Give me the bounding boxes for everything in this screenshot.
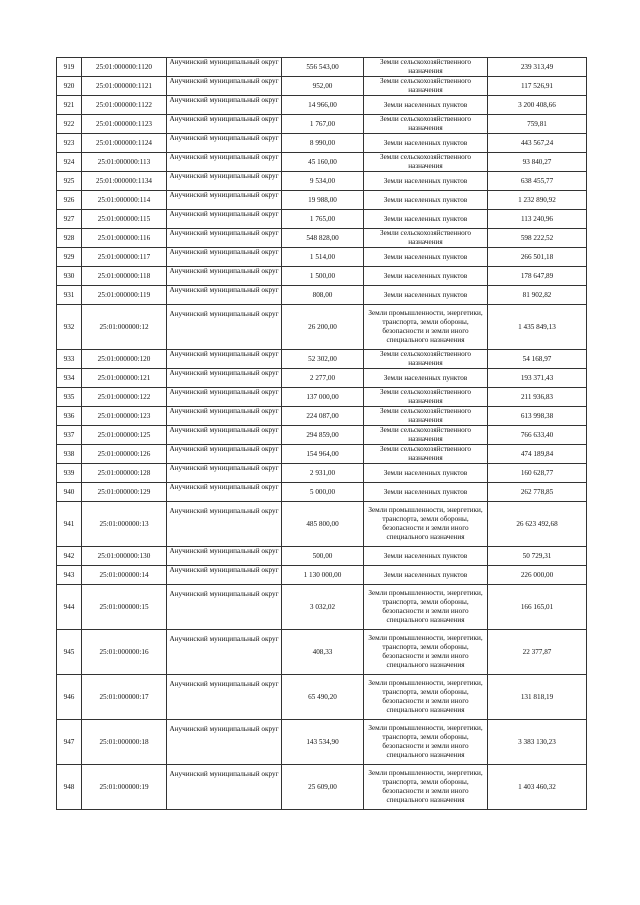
table-row bbox=[57, 630, 587, 675]
land-category-cell: Земли промышленности, энергетики, транспорта, земли обороны, безопасности и земли иного специального назначения bbox=[364, 765, 488, 810]
area-cell: 26 200,00 bbox=[282, 305, 364, 350]
table-row bbox=[57, 134, 587, 153]
land-category-cell: Земли сельскохозяйственного назначения bbox=[364, 153, 488, 172]
area-cell: 25 609,00 bbox=[282, 765, 364, 810]
row-number-cell: 924 bbox=[57, 153, 82, 172]
municipality-cell: Анучинский муниципальный округ bbox=[167, 153, 282, 172]
cadastral-value-cell: 443 567,24 bbox=[488, 134, 587, 153]
cadastral-number-cell: 25:01:000000:1120 bbox=[82, 58, 167, 77]
cadastral-value-cell: 613 998,38 bbox=[488, 407, 587, 426]
cadastral-value-cell: 1 435 849,13 bbox=[488, 305, 587, 350]
cadastral-number-cell: 25:01:000000:1122 bbox=[82, 96, 167, 115]
cadastral-number-cell: 25:01:000000:1121 bbox=[82, 77, 167, 96]
area-cell: 52 302,00 bbox=[282, 350, 364, 369]
cadastral-number-cell: 25:01:000000:17 bbox=[82, 675, 167, 720]
land-category-cell: Земли промышленности, энергетики, транспорта, земли обороны, безопасности и земли иного специального назначения bbox=[364, 720, 488, 765]
row-number-cell: 937 bbox=[57, 426, 82, 445]
area-cell: 485 800,00 bbox=[282, 502, 364, 547]
table-row bbox=[57, 445, 587, 464]
table-row bbox=[57, 77, 587, 96]
row-number-cell: 932 bbox=[57, 305, 82, 350]
area-cell: 556 543,00 bbox=[282, 58, 364, 77]
cadastral-number-cell: 25:01:000000:18 bbox=[82, 720, 167, 765]
row-number-cell: 933 bbox=[57, 350, 82, 369]
cadastral-number-cell: 25:01:000000:125 bbox=[82, 426, 167, 445]
cadastral-value-cell: 193 371,43 bbox=[488, 369, 587, 388]
cadastral-number-cell: 25:01:000000:113 bbox=[82, 153, 167, 172]
cadastral-number-cell: 25:01:000000:15 bbox=[82, 585, 167, 630]
municipality-cell: Анучинский муниципальный округ bbox=[167, 134, 282, 153]
cadastral-value-cell: 117 526,91 bbox=[488, 77, 587, 96]
municipality-cell: Анучинский муниципальный округ bbox=[167, 630, 282, 675]
row-number-cell: 945 bbox=[57, 630, 82, 675]
area-cell: 2 931,00 bbox=[282, 464, 364, 483]
table-row bbox=[57, 58, 587, 77]
municipality-cell: Анучинский муниципальный округ bbox=[167, 58, 282, 77]
table-row bbox=[57, 502, 587, 547]
table-row bbox=[57, 96, 587, 115]
cadastral-value-cell: 759,81 bbox=[488, 115, 587, 134]
area-cell: 14 966,00 bbox=[282, 96, 364, 115]
municipality-cell: Анучинский муниципальный округ bbox=[167, 547, 282, 566]
row-number-cell: 935 bbox=[57, 388, 82, 407]
municipality-cell: Анучинский муниципальный округ bbox=[167, 720, 282, 765]
municipality-cell: Анучинский муниципальный округ bbox=[167, 566, 282, 585]
area-cell: 45 160,00 bbox=[282, 153, 364, 172]
area-cell: 952,00 bbox=[282, 77, 364, 96]
row-number-cell: 919 bbox=[57, 58, 82, 77]
table-row bbox=[57, 464, 587, 483]
row-number-cell: 921 bbox=[57, 96, 82, 115]
cadastral-number-cell: 25:01:000000:19 bbox=[82, 765, 167, 810]
area-cell: 137 000,00 bbox=[282, 388, 364, 407]
land-category-cell: Земли сельскохозяйственного назначения bbox=[364, 426, 488, 445]
land-category-cell: Земли населенных пунктов bbox=[364, 96, 488, 115]
area-cell: 5 000,00 bbox=[282, 483, 364, 502]
table-row bbox=[57, 350, 587, 369]
cadastral-value-cell: 211 936,83 bbox=[488, 388, 587, 407]
land-category-cell: Земли населенных пунктов bbox=[364, 210, 488, 229]
table-row bbox=[57, 566, 587, 585]
row-number-cell: 936 bbox=[57, 407, 82, 426]
cadastral-number-cell: 25:01:000000:1123 bbox=[82, 115, 167, 134]
cadastral-value-cell: 1 232 890,92 bbox=[488, 191, 587, 210]
table-row bbox=[57, 547, 587, 566]
row-number-cell: 941 bbox=[57, 502, 82, 547]
table-row bbox=[57, 369, 587, 388]
row-number-cell: 938 bbox=[57, 445, 82, 464]
land-category-cell: Земли населенных пунктов bbox=[364, 248, 488, 267]
land-category-cell: Земли сельскохозяйственного назначения bbox=[364, 445, 488, 464]
table-row bbox=[57, 267, 587, 286]
table-row bbox=[57, 407, 587, 426]
municipality-cell: Анучинский муниципальный округ bbox=[167, 172, 282, 191]
cadastral-number-cell: 25:01:000000:122 bbox=[82, 388, 167, 407]
table-row bbox=[57, 675, 587, 720]
land-category-cell: Земли населенных пунктов bbox=[364, 547, 488, 566]
cadastral-number-cell: 25:01:000000:115 bbox=[82, 210, 167, 229]
row-number-cell: 940 bbox=[57, 483, 82, 502]
municipality-cell: Анучинский муниципальный округ bbox=[167, 502, 282, 547]
area-cell: 1 767,00 bbox=[282, 115, 364, 134]
land-category-cell: Земли населенных пунктов bbox=[364, 483, 488, 502]
row-number-cell: 927 bbox=[57, 210, 82, 229]
table-row bbox=[57, 229, 587, 248]
cadastral-value-cell: 166 165,01 bbox=[488, 585, 587, 630]
area-cell: 294 859,00 bbox=[282, 426, 364, 445]
municipality-cell: Анучинский муниципальный округ bbox=[167, 96, 282, 115]
cadastral-value-cell: 3 383 130,23 bbox=[488, 720, 587, 765]
row-number-cell: 942 bbox=[57, 547, 82, 566]
area-cell: 500,00 bbox=[282, 547, 364, 566]
row-number-cell: 931 bbox=[57, 286, 82, 305]
row-number-cell: 946 bbox=[57, 675, 82, 720]
area-cell: 2 277,00 bbox=[282, 369, 364, 388]
area-cell: 3 032,02 bbox=[282, 585, 364, 630]
area-cell: 65 490,20 bbox=[282, 675, 364, 720]
row-number-cell: 920 bbox=[57, 77, 82, 96]
municipality-cell: Анучинский муниципальный округ bbox=[167, 286, 282, 305]
row-number-cell: 925 bbox=[57, 172, 82, 191]
land-category-cell: Земли населенных пунктов bbox=[364, 172, 488, 191]
cadastral-value-cell: 50 729,31 bbox=[488, 547, 587, 566]
cadastral-value-cell: 239 313,49 bbox=[488, 58, 587, 77]
land-category-cell: Земли промышленности, энергетики, транспорта, земли обороны, безопасности и земли иного специального назначения bbox=[364, 675, 488, 720]
cadastral-number-cell: 25:01:000000:1124 bbox=[82, 134, 167, 153]
land-category-cell: Земли сельскохозяйственного назначения bbox=[364, 350, 488, 369]
municipality-cell: Анучинский муниципальный округ bbox=[167, 191, 282, 210]
land-category-cell: Земли сельскохозяйственного назначения bbox=[364, 58, 488, 77]
land-category-cell: Земли населенных пунктов bbox=[364, 286, 488, 305]
area-cell: 9 534,00 bbox=[282, 172, 364, 191]
cadastral-value-cell: 226 000,00 bbox=[488, 566, 587, 585]
cadastral-number-cell: 25:01:000000:119 bbox=[82, 286, 167, 305]
municipality-cell: Анучинский муниципальный округ bbox=[167, 765, 282, 810]
cadastral-value-cell: 1 403 460,32 bbox=[488, 765, 587, 810]
cadastral-number-cell: 25:01:000000:130 bbox=[82, 547, 167, 566]
area-cell: 19 988,00 bbox=[282, 191, 364, 210]
land-category-cell: Земли сельскохозяйственного назначения bbox=[364, 115, 488, 134]
table-row bbox=[57, 153, 587, 172]
municipality-cell: Анучинский муниципальный округ bbox=[167, 77, 282, 96]
area-cell: 154 964,00 bbox=[282, 445, 364, 464]
municipality-cell: Анучинский муниципальный округ bbox=[167, 210, 282, 229]
row-number-cell: 929 bbox=[57, 248, 82, 267]
row-number-cell: 939 bbox=[57, 464, 82, 483]
cadastral-number-cell: 25:01:000000:1134 bbox=[82, 172, 167, 191]
row-number-cell: 928 bbox=[57, 229, 82, 248]
area-cell: 1 765,00 bbox=[282, 210, 364, 229]
table-row bbox=[57, 426, 587, 445]
land-category-cell: Земли промышленности, энергетики, транспорта, земли обороны, безопасности и земли иного специального назначения bbox=[364, 630, 488, 675]
municipality-cell: Анучинский муниципальный округ bbox=[167, 675, 282, 720]
land-category-cell: Земли сельскохозяйственного назначения bbox=[364, 407, 488, 426]
cadastral-value-cell: 638 455,77 bbox=[488, 172, 587, 191]
land-category-cell: Земли сельскохозяйственного назначения bbox=[364, 77, 488, 96]
cadastral-value-table bbox=[56, 57, 587, 810]
cadastral-value-cell: 113 240,96 bbox=[488, 210, 587, 229]
land-category-cell: Земли населенных пунктов bbox=[364, 191, 488, 210]
municipality-cell: Анучинский муниципальный округ bbox=[167, 229, 282, 248]
municipality-cell: Анучинский муниципальный округ bbox=[167, 305, 282, 350]
table-row bbox=[57, 248, 587, 267]
municipality-cell: Анучинский муниципальный округ bbox=[167, 388, 282, 407]
cadastral-value-cell: 178 647,89 bbox=[488, 267, 587, 286]
municipality-cell: Анучинский муниципальный округ bbox=[167, 407, 282, 426]
municipality-cell: Анучинский муниципальный округ bbox=[167, 426, 282, 445]
municipality-cell: Анучинский муниципальный округ bbox=[167, 115, 282, 134]
table-row bbox=[57, 765, 587, 810]
table-row bbox=[57, 172, 587, 191]
cadastral-number-cell: 25:01:000000:126 bbox=[82, 445, 167, 464]
row-number-cell: 926 bbox=[57, 191, 82, 210]
row-number-cell: 923 bbox=[57, 134, 82, 153]
row-number-cell: 922 bbox=[57, 115, 82, 134]
cadastral-value-cell: 766 633,40 bbox=[488, 426, 587, 445]
cadastral-number-cell: 25:01:000000:14 bbox=[82, 566, 167, 585]
row-number-cell: 947 bbox=[57, 720, 82, 765]
row-number-cell: 943 bbox=[57, 566, 82, 585]
row-number-cell: 944 bbox=[57, 585, 82, 630]
area-cell: 143 534,90 bbox=[282, 720, 364, 765]
table-row bbox=[57, 286, 587, 305]
municipality-cell: Анучинский муниципальный округ bbox=[167, 464, 282, 483]
cadastral-number-cell: 25:01:000000:123 bbox=[82, 407, 167, 426]
land-category-cell: Земли населенных пунктов bbox=[364, 134, 488, 153]
cadastral-number-cell: 25:01:000000:128 bbox=[82, 464, 167, 483]
land-category-cell: Земли промышленности, энергетики, транспорта, земли обороны, безопасности и земли иного специального назначения bbox=[364, 502, 488, 547]
table-row bbox=[57, 585, 587, 630]
municipality-cell: Анучинский муниципальный округ bbox=[167, 248, 282, 267]
land-category-cell: Земли населенных пунктов bbox=[364, 566, 488, 585]
table-body bbox=[57, 58, 587, 810]
row-number-cell: 934 bbox=[57, 369, 82, 388]
cadastral-value-cell: 3 200 408,66 bbox=[488, 96, 587, 115]
cadastral-value-cell: 598 222,52 bbox=[488, 229, 587, 248]
area-cell: 224 087,00 bbox=[282, 407, 364, 426]
area-cell: 548 828,00 bbox=[282, 229, 364, 248]
municipality-cell: Анучинский муниципальный округ bbox=[167, 445, 282, 464]
cadastral-value-cell: 81 902,82 bbox=[488, 286, 587, 305]
cadastral-value-cell: 266 501,18 bbox=[488, 248, 587, 267]
cadastral-value-cell: 474 189,84 bbox=[488, 445, 587, 464]
cadastral-number-cell: 25:01:000000:117 bbox=[82, 248, 167, 267]
table-row bbox=[57, 305, 587, 350]
cadastral-value-cell: 131 818,19 bbox=[488, 675, 587, 720]
area-cell: 408,33 bbox=[282, 630, 364, 675]
table-row bbox=[57, 720, 587, 765]
row-number-cell: 930 bbox=[57, 267, 82, 286]
land-category-cell: Земли населенных пунктов bbox=[364, 464, 488, 483]
cadastral-number-cell: 25:01:000000:118 bbox=[82, 267, 167, 286]
municipality-cell: Анучинский муниципальный округ bbox=[167, 350, 282, 369]
land-category-cell: Земли промышленности, энергетики, транспорта, земли обороны, безопасности и земли иного специального назначения bbox=[364, 305, 488, 350]
table-row bbox=[57, 115, 587, 134]
cadastral-number-cell: 25:01:000000:12 bbox=[82, 305, 167, 350]
cadastral-number-cell: 25:01:000000:16 bbox=[82, 630, 167, 675]
cadastral-number-cell: 25:01:000000:114 bbox=[82, 191, 167, 210]
land-category-cell: Земли населенных пунктов bbox=[364, 369, 488, 388]
cadastral-number-cell: 25:01:000000:116 bbox=[82, 229, 167, 248]
table-row bbox=[57, 388, 587, 407]
municipality-cell: Анучинский муниципальный округ bbox=[167, 369, 282, 388]
municipality-cell: Анучинский муниципальный округ bbox=[167, 585, 282, 630]
table-row bbox=[57, 210, 587, 229]
table-row bbox=[57, 483, 587, 502]
municipality-cell: Анучинский муниципальный округ bbox=[167, 483, 282, 502]
area-cell: 1 130 000,00 bbox=[282, 566, 364, 585]
cadastral-value-cell: 262 778,85 bbox=[488, 483, 587, 502]
municipality-cell: Анучинский муниципальный округ bbox=[167, 267, 282, 286]
cadastral-value-cell: 93 840,27 bbox=[488, 153, 587, 172]
cadastral-number-cell: 25:01:000000:13 bbox=[82, 502, 167, 547]
cadastral-value-cell: 160 628,77 bbox=[488, 464, 587, 483]
area-cell: 1 500,00 bbox=[282, 267, 364, 286]
area-cell: 8 990,00 bbox=[282, 134, 364, 153]
land-category-cell: Земли промышленности, энергетики, транспорта, земли обороны, безопасности и земли иного специального назначения bbox=[364, 585, 488, 630]
land-category-cell: Земли населенных пунктов bbox=[364, 267, 488, 286]
area-cell: 808,00 bbox=[282, 286, 364, 305]
land-category-cell: Земли сельскохозяйственного назначения bbox=[364, 388, 488, 407]
cadastral-value-cell: 26 623 492,68 bbox=[488, 502, 587, 547]
cadastral-number-cell: 25:01:000000:129 bbox=[82, 483, 167, 502]
area-cell: 1 514,00 bbox=[282, 248, 364, 267]
cadastral-number-cell: 25:01:000000:121 bbox=[82, 369, 167, 388]
land-category-cell: Земли сельскохозяйственного назначения bbox=[364, 229, 488, 248]
row-number-cell: 948 bbox=[57, 765, 82, 810]
cadastral-value-cell: 54 168,97 bbox=[488, 350, 587, 369]
cadastral-value-cell: 22 377,87 bbox=[488, 630, 587, 675]
table-row bbox=[57, 191, 587, 210]
cadastral-number-cell: 25:01:000000:120 bbox=[82, 350, 167, 369]
